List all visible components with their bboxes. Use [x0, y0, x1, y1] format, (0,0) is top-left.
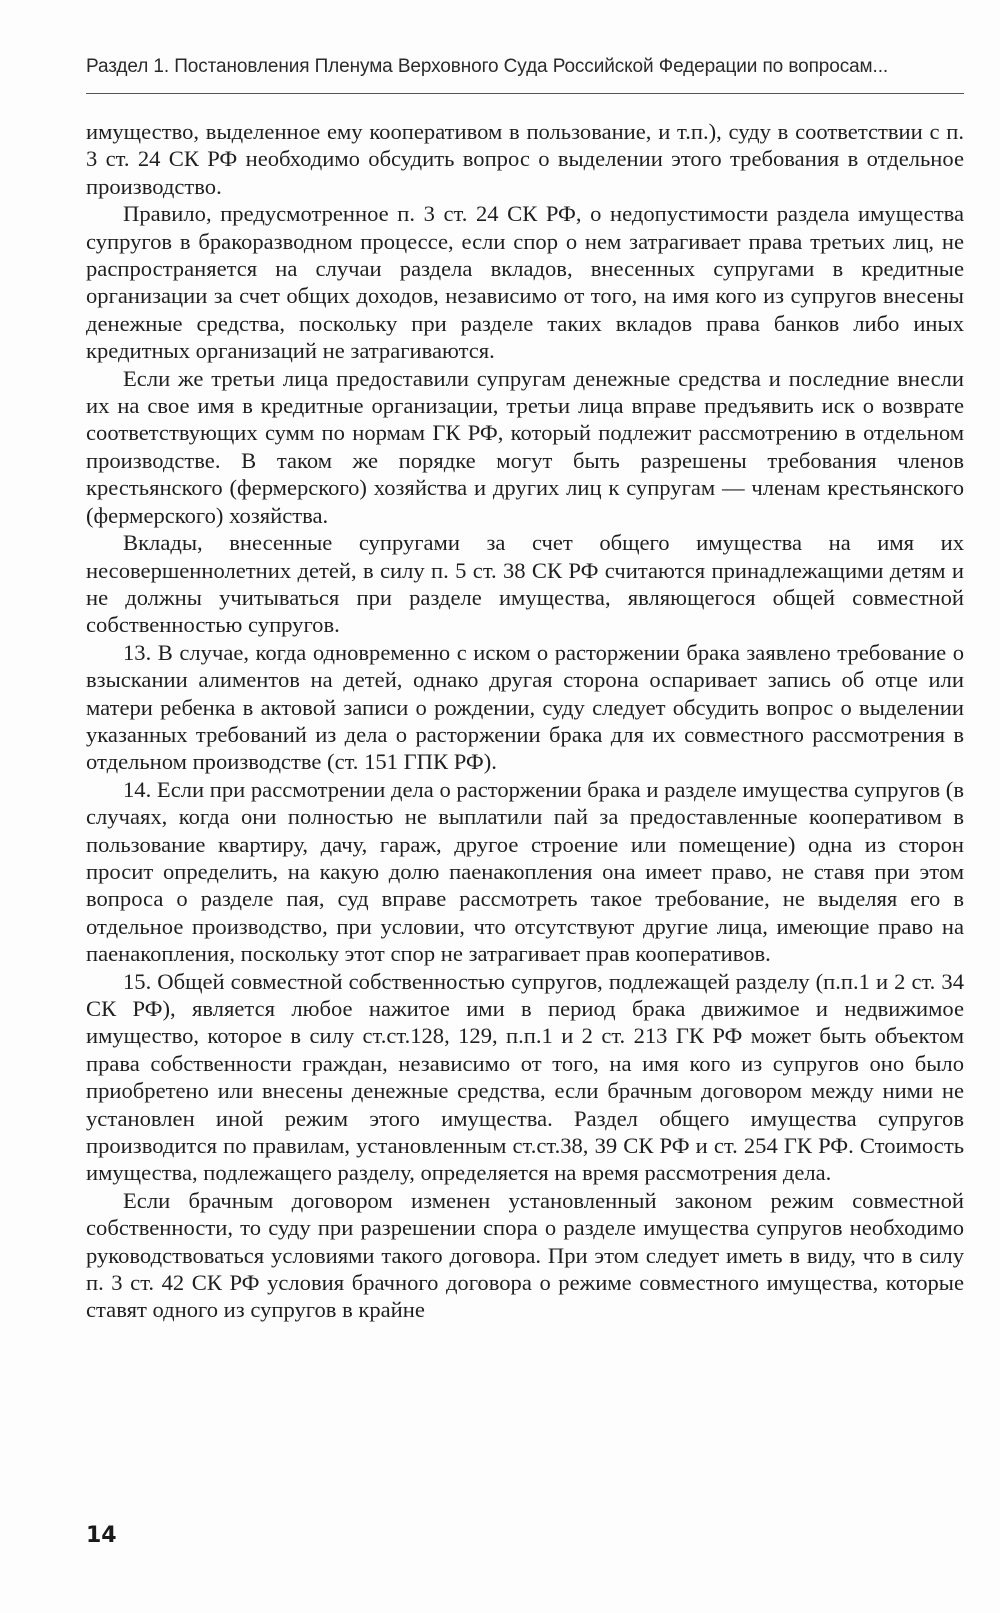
page-number: 14 — [86, 1523, 117, 1548]
page-body — [86, 118, 964, 1324]
header-divider — [86, 93, 964, 94]
paragraph-item-15: 15. Общей совместной собственностью супругов, подлежащей разделу (п.п.1 и 2 ст. 34 СК РФ), является любое нажитое ими в период брака движимое и недвижимое имущество, которое в силу ст.ст.128, 129, п.п.1 и 2 ст. 213 ГК РФ может быть объектом права собственности граждан, независимо от того, на имя кого из супругов оно было приобретено или внесены денежные средства, если брачным договором между ними не установлен иной режим этого имущества. Раздел общего имущества супругов производится по правилам, установленным ст.ст.38, 39 СК РФ и ст. 254 ГК РФ. Стоимость имущества, подлежащего разделу, определяется на время рассмотрения дела. — [86, 968, 964, 1186]
paragraph-continuation: имущество, выделенное ему кооперативом в пользование, и т.п.), суду в соответствии с п. 3 ст. 24 СК РФ необходимо обсудить вопрос о выделении этого требования в отдельное производство. — [86, 119, 964, 199]
paragraph-marriage-contract: Если брачным договором изменен установленный законом режим совместной собственности, то суду при разрешении спора о разделе имущества супругов необходимо руководствоваться условиями такого договора. При этом следует иметь в виду, что в силу п. 3 ст. 42 СК РФ условия брачного договора о режиме совместного имущества, которые ставят одного из супругов в крайне — [86, 1187, 964, 1323]
paragraph-third-parties: Если же третьи лица предоставили супругам денежные средства и последние внесли их на свое имя в кредитные организации, третьи лица вправе предъявить иск о возврате соответствующих сумм по нормам ГК РФ, который подлежит рассмотрению в отдельном производстве. В таком же порядке могут быть разрешены требования членов крестьянского (фермерского) хозяйства и других лиц к супругам — членам крестьянского (фермерского) хозяйства. — [86, 365, 964, 528]
paragraph-item-13: 13. В случае, когда одновременно с иском о расторжении брака заявлено требование о взыскании алиментов на детей, однако другая сторона оспаривает запись об отце или матери ребенка в актовой записи о рождении, суду следует обсудить вопрос о выделении указанных требований из дела о расторжении брака для их совместного рассмотрения в отдельном производстве (ст. 151 ГПК РФ). — [86, 639, 964, 775]
running-header: Раздел 1. Постановления Пленума Верховного Суда Российской Федерации по вопросам... — [86, 56, 889, 77]
paragraph-deposits-rule: Правило, предусмотренное п. 3 ст. 24 СК РФ, о недопустимости раздела имущества супругов в бракоразводном процессе, если спор о нем затрагивает права третьих лиц, не распространяется на случаи раздела вкладов, внесенных супругами в кредитные организации за счет общих доходов, независимо от того, на имя кого из супругов внесены денежные средства, поскольку при разделе таких вкладов права банков либо иных кредитных организаций не затрагиваются. — [86, 201, 964, 364]
paragraph-children-deposits: Вклады, внесенные супругами за счет общего имущества на имя их несовершеннолетних детей, в силу п. 5 ст. 38 СК РФ считаются принадлежащими детям и не должны учитываться при разделе имущества, являющегося общей совместной собственностью супругов. — [86, 530, 964, 638]
paragraph-item-14: 14. Если при рассмотрении дела о расторжении брака и разделе имущества супругов (в случаях, когда они полностью не выплатили пай за предоставленные кооперативом в пользование квартиру, дачу, гараж, другое строение или помещение) одна из сторон просит определить, на какую долю паенакопления она имеет право, не ставя при этом вопроса о разделе пая, суд вправе рассмотреть такое требование, не выделяя его в отдельное производство, при условии, что отсутствуют другие лица, имеющие право на паенакопления, поскольку этот спор не затрагивает прав кооперативов. — [86, 776, 964, 967]
